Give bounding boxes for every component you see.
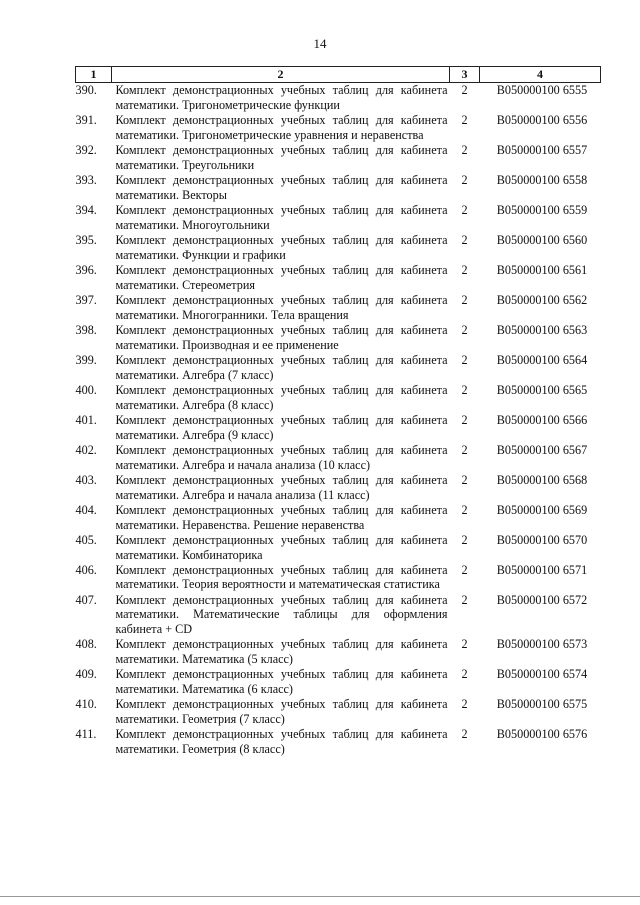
item-code: B050000100 6568	[496, 472, 588, 487]
item-code: B050000100 6570	[496, 532, 588, 547]
item-name: Комплект демонстрационных учебных таблиц для кабинета математики. Производная и ее применение	[115, 323, 448, 352]
item-name: Комплект демонстрационных учебных таблиц для кабинета математики. Стереометрия	[115, 263, 448, 292]
item-name: Комплект демонстрационных учебных таблиц для кабинета математики. Треугольники	[115, 143, 448, 172]
item-quantity: 2	[461, 413, 468, 428]
item-quantity: 2	[461, 667, 468, 682]
item-name: Комплект демонстрационных учебных таблиц для кабинета математики. Математические таблицы для оформления кабинета + CD	[115, 592, 448, 637]
item-name: Комплект демонстрационных учебных таблиц для кабинета математики. Геометрия (8 класс)	[115, 727, 448, 756]
item-name: Комплект демонстрационных учебных таблиц для кабинета математики. Алгебра (9 класс)	[115, 413, 448, 442]
item-quantity: 2	[461, 203, 468, 218]
table-row	[76, 533, 601, 563]
table-row	[76, 473, 601, 503]
table-row	[76, 637, 601, 667]
item-quantity: 2	[461, 293, 468, 308]
header-col-3: 3	[450, 67, 480, 83]
page-number: 14	[313, 36, 327, 51]
table-header	[76, 67, 601, 83]
row-number: 395.	[75, 233, 97, 248]
row-number: 405.	[75, 532, 97, 547]
row-number: 397.	[75, 293, 97, 308]
item-code: B050000100 6562	[496, 293, 588, 308]
item-code: B050000100 6571	[496, 562, 588, 577]
table-row	[76, 383, 601, 413]
item-code: B050000100 6574	[496, 667, 588, 682]
header-col-4: 4	[480, 67, 601, 83]
item-quantity: 2	[461, 502, 468, 517]
header-row	[76, 67, 601, 83]
item-name: Комплект демонстрационных учебных таблиц для кабинета математики. Алгебра и начала анализа (10 класс)	[115, 443, 448, 472]
item-code: B050000100 6558	[496, 173, 588, 188]
table-row	[76, 173, 601, 203]
header-col-2: 2	[112, 67, 450, 83]
item-quantity: 2	[461, 143, 468, 158]
item-name: Комплект демонстрационных учебных таблиц для кабинета математики. Алгебра и начала анализа (11 класс)	[115, 472, 448, 502]
item-code: B050000100 6569	[496, 502, 588, 517]
equipment-table	[75, 66, 601, 757]
table-row	[76, 113, 601, 143]
table-row	[76, 413, 601, 443]
item-name: Комплект демонстрационных учебных таблиц для кабинета математики. Математика (5 класс)	[115, 637, 448, 667]
item-code: B050000100 6559	[496, 203, 588, 218]
row-number: 400.	[75, 383, 97, 398]
item-name: Комплект демонстрационных учебных таблиц для кабинета математики. Алгебра (7 класс)	[115, 353, 448, 382]
table-row	[76, 233, 601, 263]
row-number: 392.	[75, 143, 97, 158]
row-number: 394.	[75, 203, 97, 218]
row-number: 390.	[75, 83, 97, 98]
item-quantity: 2	[461, 637, 468, 652]
item-quantity: 2	[461, 532, 468, 547]
item-quantity: 2	[461, 233, 468, 248]
item-quantity: 2	[461, 263, 468, 278]
item-code: B050000100 6561	[496, 263, 588, 278]
item-code: B050000100 6560	[496, 233, 588, 248]
item-name: Комплект демонстрационных учебных таблиц для кабинета математики. Комбинаторика	[115, 532, 448, 562]
item-name: Комплект демонстрационных учебных таблиц для кабинета математики. Функции и графики	[115, 233, 448, 262]
item-quantity: 2	[461, 562, 468, 577]
row-number: 407.	[75, 592, 97, 607]
item-quantity: 2	[461, 472, 468, 487]
item-quantity: 2	[461, 83, 468, 98]
item-quantity: 2	[461, 727, 468, 742]
item-name: Комплект демонстрационных учебных таблиц для кабинета математики. Неравенства. Решение неравенства	[115, 502, 448, 532]
table-row	[76, 323, 601, 353]
table-row	[76, 667, 601, 697]
table-row	[76, 143, 601, 173]
item-quantity: 2	[461, 697, 468, 712]
row-number: 402.	[75, 443, 97, 458]
item-code: B050000100 6567	[496, 443, 588, 458]
item-code: B050000100 6575	[496, 697, 588, 712]
item-quantity: 2	[461, 173, 468, 188]
row-number: 404.	[75, 502, 97, 517]
item-name: Комплект демонстрационных учебных таблиц для кабинета математики. Алгебра (8 класс)	[115, 383, 448, 412]
row-number: 401.	[75, 413, 97, 428]
table-row	[76, 727, 601, 757]
item-name: Комплект демонстрационных учебных таблиц для кабинета математики. Многогранники. Тела вращения	[115, 293, 448, 322]
item-quantity: 2	[461, 443, 468, 458]
item-code: B050000100 6557	[496, 143, 588, 158]
table-row	[76, 592, 601, 637]
table-row	[76, 83, 601, 113]
item-name: Комплект демонстрационных учебных таблиц для кабинета математики. Тригонометрические функции	[115, 83, 448, 112]
table-row	[76, 203, 601, 233]
item-code: B050000100 6576	[496, 727, 588, 742]
table-row	[76, 443, 601, 473]
row-number: 410.	[75, 697, 97, 712]
item-quantity: 2	[461, 383, 468, 398]
table-row	[76, 293, 601, 323]
row-number: 411.	[75, 727, 97, 742]
table-row	[76, 697, 601, 727]
table-row	[76, 353, 601, 383]
table-body	[76, 83, 601, 757]
table-row	[76, 263, 601, 293]
table-row	[76, 503, 601, 533]
item-code: B050000100 6564	[496, 353, 588, 368]
item-code: B050000100 6563	[496, 323, 588, 338]
row-number: 398.	[75, 323, 97, 338]
row-number: 391.	[75, 113, 97, 128]
item-name: Комплект демонстрационных учебных таблиц для кабинета математики. Векторы	[115, 173, 448, 202]
item-quantity: 2	[461, 323, 468, 338]
item-quantity: 2	[461, 113, 468, 128]
item-name: Комплект демонстрационных учебных таблиц для кабинета математики. Геометрия (7 класс)	[115, 697, 448, 726]
item-code: B050000100 6565	[496, 383, 588, 398]
item-name: Комплект демонстрационных учебных таблиц для кабинета математики. Математика (6 класс)	[115, 667, 448, 696]
table-row	[76, 563, 601, 593]
item-name: Комплект демонстрационных учебных таблиц для кабинета математики. Теория вероятности и математическая статистика	[115, 562, 448, 592]
row-number: 393.	[75, 173, 97, 188]
item-code: B050000100 6573	[496, 637, 588, 652]
page-bottom-edge	[0, 896, 640, 897]
row-number: 399.	[75, 353, 97, 368]
row-number: 396.	[75, 263, 97, 278]
header-col-1: 1	[76, 67, 112, 83]
item-code: B050000100 6556	[496, 113, 588, 128]
item-code: B050000100 6555	[496, 83, 588, 98]
row-number: 403.	[75, 472, 97, 487]
item-code: B050000100 6566	[496, 413, 588, 428]
row-number: 408.	[75, 637, 97, 652]
item-name: Комплект демонстрационных учебных таблиц для кабинета математики. Тригонометрические уравнения и неравенства	[115, 113, 448, 142]
item-code: B050000100 6572	[496, 592, 588, 607]
row-number: 406.	[75, 562, 97, 577]
row-number: 409.	[75, 667, 97, 682]
item-quantity: 2	[461, 353, 468, 368]
item-quantity: 2	[461, 592, 468, 607]
item-name: Комплект демонстрационных учебных таблиц для кабинета математики. Многоугольники	[115, 203, 448, 232]
